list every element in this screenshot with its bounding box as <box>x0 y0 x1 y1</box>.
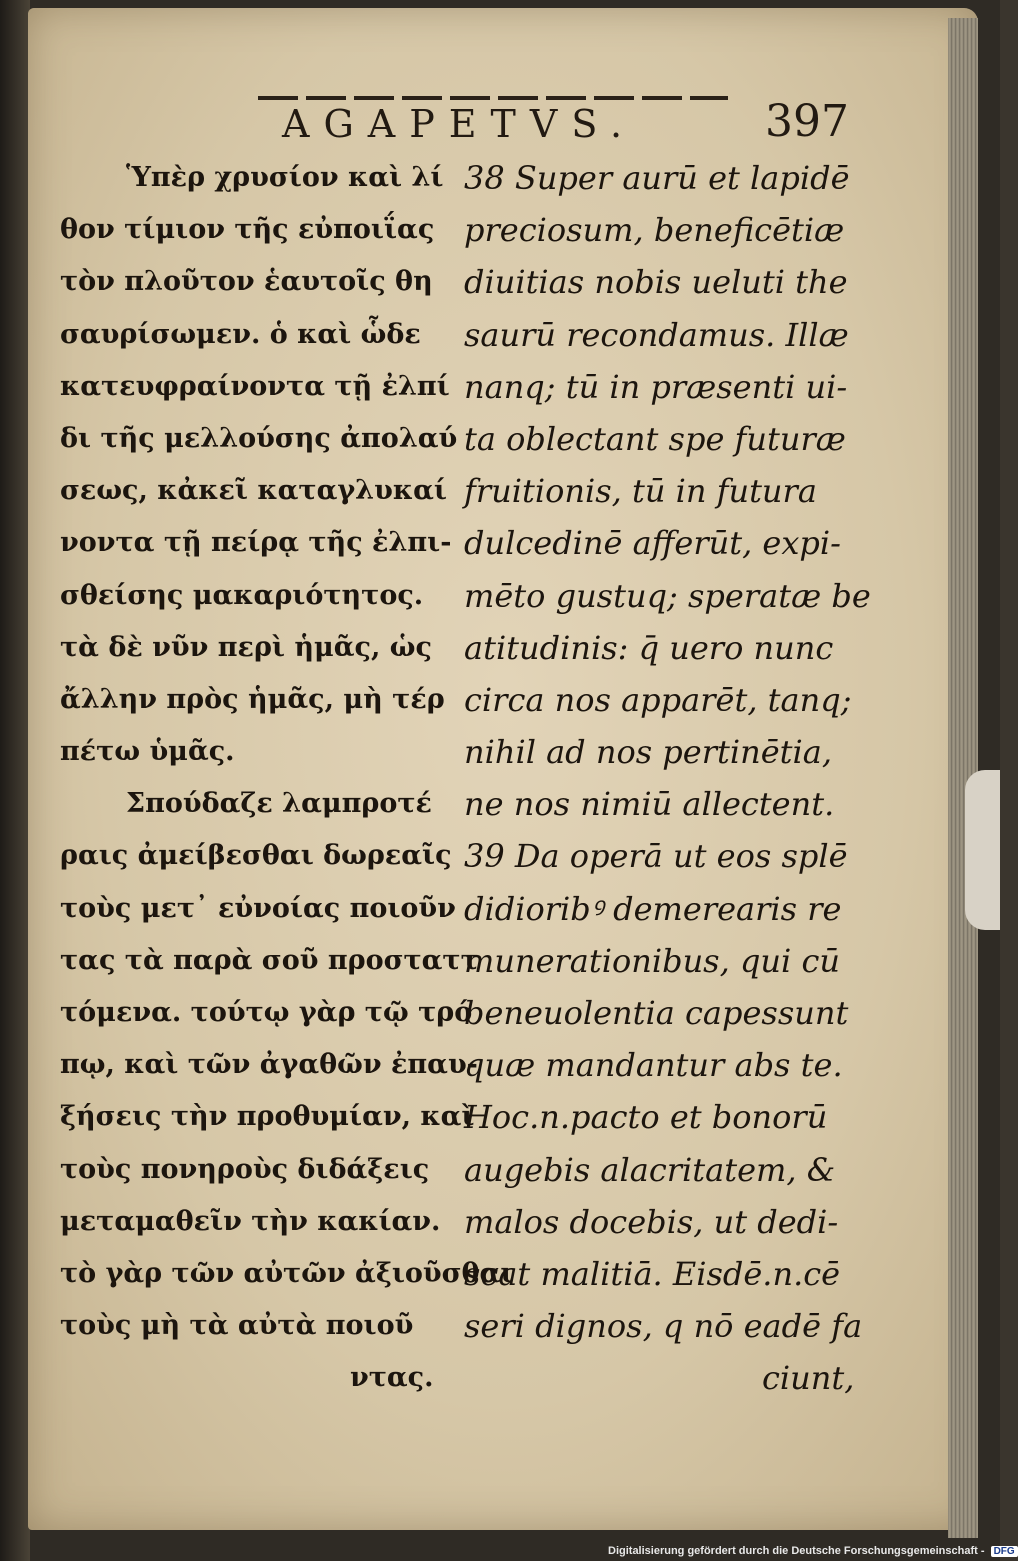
greek-line: δι τῆς μελλούσης ἀπολαύ <box>60 422 458 454</box>
greek-line: ἄλλην πρὸς ἡμᾶς, μὴ τέρ <box>60 683 445 715</box>
greek-line: ραις ἀμείβεσθαι δωρεαῖς <box>60 840 452 872</box>
latin-line: ne nos nimiū allectent. <box>464 785 835 824</box>
latin-line: ciunt, <box>762 1359 855 1398</box>
latin-line: mēto gustuq; speratæ be <box>464 576 871 615</box>
latin-line: augebis alacritatem, & <box>464 1150 836 1189</box>
latin-line: saurū recondamus. Illæ <box>464 315 849 354</box>
latin-line: beneuolentia capessunt <box>464 994 849 1032</box>
digitization-credit <box>608 1545 1018 1557</box>
latin-line: Hoc.n.pacto et bonorū <box>464 1098 828 1137</box>
greek-line: τὸ γὰρ τῶν αὐτῶν ἀξιοῦσθαι <box>60 1257 514 1289</box>
latin-line: nanq; tū in præsenti ui- <box>464 367 848 406</box>
greek-line: μεταμαθεῖν τὴν κακίαν. <box>60 1205 441 1237</box>
greek-line: τόμενα. τούτῳ γὰρ τῷ τρό <box>60 997 473 1028</box>
binding-shadow <box>0 0 30 1561</box>
greek-text-column <box>60 152 514 1405</box>
latin-line: 39 Da operā ut eos splē <box>464 837 848 876</box>
greek-line: πέτω ὑμᾶς. <box>60 736 235 768</box>
greek-line: πῳ, καὶ τῶν ἀγαθῶν ἐπαυ- <box>60 1049 478 1081</box>
latin-line: dulcedinē afferūt, expi- <box>464 524 841 563</box>
dfg-logo: DFG <box>991 1546 1018 1557</box>
header-rule <box>258 96 728 100</box>
latin-line: didioribꝰ demerearis re <box>464 889 842 928</box>
greek-line: σεως, κἀκεῖ καταγλυκαί <box>60 475 447 507</box>
latin-line: 38 Super aurū et lapidē <box>464 159 850 197</box>
latin-line: diuitias nobis ueluti the <box>464 263 848 302</box>
latin-line: malos docebis, ut dedi- <box>464 1202 839 1241</box>
latin-line: munerationibus, qui cū <box>464 941 840 980</box>
latin-text-column <box>464 152 871 1405</box>
greek-line: τοὺς μὴ τὰ αὐτὰ ποιοῦ <box>60 1310 414 1342</box>
latin-line: preciosum, beneficētiæ <box>464 211 845 250</box>
greek-line: τὸν πλοῦτον ἑαυτοῖς θη <box>60 266 433 298</box>
greek-line: θον τίμιον τῆς εὐποιΐας <box>60 214 435 246</box>
greek-line: σαυρίσωμεν. ὁ καὶ ὧδε <box>60 318 421 350</box>
greek-line: ντας. <box>350 1362 434 1394</box>
greek-line: Ὑπὲρ χρυσίον καὶ λί <box>126 162 444 193</box>
latin-line: nihil ad nos pertinētia, <box>464 733 832 772</box>
page-number: 397 <box>765 96 849 147</box>
greek-line: Σπούδαζε λαμπροτέ <box>126 788 432 820</box>
greek-line: τὰ δὲ νῦν περὶ ἡμᾶς, ὡς <box>60 631 432 663</box>
greek-line: τοὺς μετ᾽ εὐνοίας ποιοῦν <box>60 892 456 924</box>
greek-line: νοντα τῇ πείρᾳ τῆς ἐλπι- <box>60 527 452 559</box>
running-header-title: AGAPETVS. <box>282 102 637 146</box>
latin-line: ta oblectant spe futuræ <box>464 419 846 458</box>
latin-line: fruitionis, tū in futura <box>464 472 817 511</box>
latin-line: seri dignos, q nō eadē fa <box>464 1307 863 1346</box>
greek-line: κατευφραίνοντα τῇ ἐλπί <box>60 370 450 402</box>
greek-line: ξήσεις τὴν προθυμίαν, καὶ <box>60 1101 475 1133</box>
latin-line: scat malitiā. Eisdē.n.cē <box>464 1254 841 1293</box>
latin-line: circa nos apparēt, tanq; <box>464 680 852 719</box>
greek-line: σθείσης μακαριότητος. <box>60 579 424 611</box>
greek-line: τας τὰ παρὰ σοῦ προσταττ <box>60 944 479 976</box>
page-marker-tab <box>965 770 1000 930</box>
greek-line: τοὺς πονηροὺς διδάξεις <box>60 1153 430 1185</box>
latin-line: atitudinis: q̄ uero nunc <box>464 628 834 667</box>
latin-line: quæ mandantur abs te. <box>464 1046 843 1085</box>
credit-text: Digitalisierung gefördert durch die Deutsche Forschungsgemeinschaft - <box>608 1545 985 1557</box>
